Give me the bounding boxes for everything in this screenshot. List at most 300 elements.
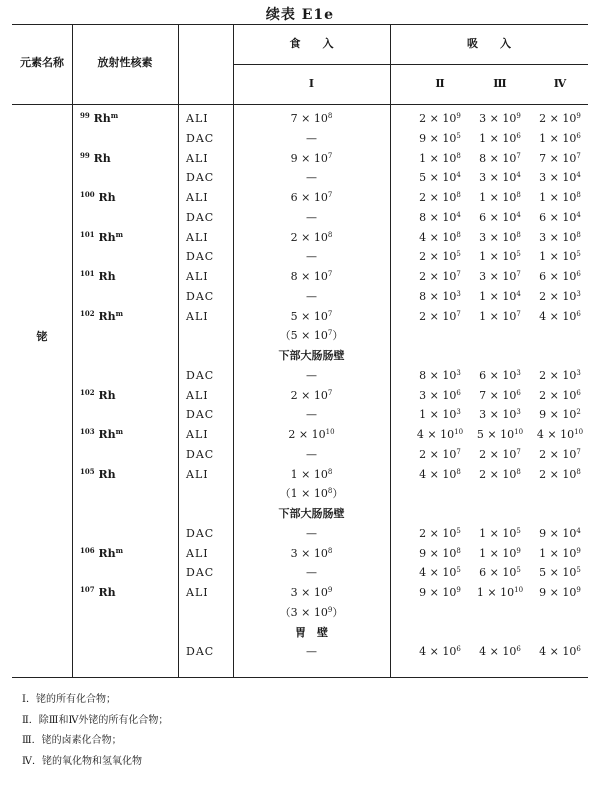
value-cell-ii <box>410 290 470 304</box>
value-exponent: 6 <box>576 645 581 654</box>
limit-type-cell: DAC <box>186 210 215 224</box>
value-mantissa: 2 × 10 <box>419 309 457 323</box>
value-mantissa: 6 × 10 <box>479 368 517 382</box>
mass-number: 102 <box>80 387 95 397</box>
value-cell-ing <box>233 547 390 561</box>
value-cell-iii <box>470 270 530 284</box>
value-exponent: 3 <box>576 289 581 298</box>
value-mantissa: 9 × 10 <box>419 131 457 145</box>
table-bottom-rule <box>12 677 588 678</box>
mass-number: 107 <box>80 585 95 594</box>
nuclide-cell <box>80 389 175 403</box>
limit-type-cell: DAC <box>186 447 215 461</box>
header-ingestion: 食 入 <box>289 37 334 50</box>
value-exponent: 7 <box>327 309 333 318</box>
value-exponent: 7 <box>456 447 461 456</box>
value-mantissa: 2 × 10 <box>290 230 328 244</box>
value-cell-ing <box>233 389 390 403</box>
element-symbol: Rh <box>89 151 111 165</box>
element-symbol: Rh <box>94 428 116 441</box>
value-exponent: 8 <box>456 546 461 555</box>
value-exponent: 8 <box>516 467 521 476</box>
limit-type-cell: DAC <box>186 171 215 185</box>
header-sub-rule <box>233 64 588 65</box>
mass-number: 106 <box>80 545 95 555</box>
value-mantissa: 2 × 10 <box>479 447 517 461</box>
value-exponent: 7 <box>456 309 461 318</box>
limit-type-cell: DAC <box>186 645 215 659</box>
value-exponent: 6 <box>576 131 581 140</box>
value-cell-iii <box>470 408 530 422</box>
value-cell-ii <box>410 448 470 462</box>
value-cell-ii <box>410 231 470 245</box>
limit-type-cell: ALI <box>186 270 209 283</box>
value-mantissa: 4 × 10 <box>479 645 517 659</box>
value-cell-iv <box>530 132 590 146</box>
value-cell-ing <box>233 606 390 620</box>
mass-number: 99 <box>80 150 90 160</box>
value-exponent: 7 <box>516 270 521 278</box>
value-exponent: 5 <box>456 131 461 140</box>
value-cell-iv <box>530 310 590 324</box>
mass-number: 102 <box>80 308 95 318</box>
value-exponent: 8 <box>327 230 333 239</box>
value-mantissa: — <box>306 408 317 422</box>
element-symbol: Rh <box>94 309 116 323</box>
value-exponent: 7 <box>456 270 461 278</box>
metastable-mark: m <box>115 229 124 239</box>
value-mantissa: 2 × 10 <box>419 191 457 204</box>
value-suffix: ） <box>332 605 344 619</box>
value-mantissa: 4 × 10 <box>419 467 457 481</box>
limit-type-cell: ALI <box>186 309 209 323</box>
nuclide-cell <box>80 191 175 205</box>
value-exponent: 5 <box>456 250 461 259</box>
value-exponent: 5 <box>516 526 521 535</box>
value-exponent: 8 <box>327 546 333 555</box>
value-mantissa: 1 × 10 <box>419 151 457 165</box>
value-mantissa: 2 × 10 <box>419 112 457 125</box>
mass-number: 103 <box>80 427 95 436</box>
value-mantissa: 4 × 10 <box>419 645 457 659</box>
limit-type-cell: ALI <box>186 191 209 204</box>
value-exponent: 7 <box>576 151 581 160</box>
element-name: 铑 <box>36 330 48 343</box>
header-col-iv: Ⅳ <box>553 77 567 90</box>
value-exponent: 6 <box>576 309 581 318</box>
metastable-mark: m <box>110 111 119 120</box>
value-mantissa: 1 × 10 <box>539 250 577 264</box>
value-exponent: 4 <box>456 171 461 180</box>
value-cell-ing <box>233 290 390 304</box>
value-mantissa: 8 × 10 <box>479 151 517 165</box>
value-cell-ing <box>233 132 390 146</box>
element-symbol: Rh <box>94 230 116 244</box>
value-mantissa: — <box>306 645 317 659</box>
value-mantissa: 4 × 10 <box>536 428 575 441</box>
value-exponent: 10 <box>325 428 335 436</box>
value-exponent: 5 <box>576 250 581 259</box>
value-suffix: ） <box>332 487 344 501</box>
value-exponent: 5 <box>456 526 461 535</box>
value-mantissa: 2 × 10 <box>539 112 577 125</box>
nuclide-cell <box>80 468 175 482</box>
value-mantissa: 2 × 10 <box>290 388 328 402</box>
value-mantissa: 4 × 10 <box>539 645 577 659</box>
value-cell-iii <box>470 448 530 462</box>
value-exponent: 10 <box>514 586 524 594</box>
value-cell-iii <box>470 389 530 403</box>
value-exponent: 3 <box>516 368 521 377</box>
value-cell-ii <box>410 270 470 284</box>
value-mantissa: — <box>306 131 317 145</box>
value-cell-iv <box>530 547 590 561</box>
value-mantissa: （1 × 10 <box>279 487 328 501</box>
footnote-2: Ⅱ．除Ⅲ和Ⅳ外铑的所有化合物； <box>22 715 169 726</box>
value-exponent: 8 <box>456 230 461 239</box>
value-mantissa: 9 × 10 <box>419 546 457 560</box>
value-cell-iii <box>470 211 530 225</box>
value-cell-iii <box>470 171 530 185</box>
value-cell-iv <box>530 231 590 245</box>
value-cell-ii <box>410 586 470 600</box>
value-cell-ing <box>233 468 390 482</box>
value-mantissa: 1 × 10 <box>479 131 517 145</box>
value-mantissa: 3 × 10 <box>539 171 577 185</box>
value-cell-ing <box>233 428 390 442</box>
value-mantissa: 8 × 10 <box>419 210 457 224</box>
value-mantissa: 9 × 10 <box>539 526 577 540</box>
value-cell-iv <box>530 270 590 284</box>
value-mantissa: 4 × 10 <box>419 230 457 244</box>
nuclide-cell <box>80 231 175 245</box>
value-mantissa: 2 × 10 <box>419 250 457 264</box>
col-divider-1 <box>72 24 73 677</box>
value-exponent: 6 <box>576 388 581 397</box>
value-exponent: 8 <box>576 191 581 199</box>
value-mantissa: 5 × 10 <box>539 566 577 580</box>
value-mantissa: 9 × 10 <box>539 408 577 422</box>
value-cell-ing <box>233 152 390 166</box>
value-exponent: 10 <box>454 428 464 436</box>
value-exponent: 8 <box>516 191 521 199</box>
value-exponent: 8 <box>327 487 333 496</box>
value-cell-iv <box>530 389 590 403</box>
nuclide-cell <box>80 310 175 324</box>
value-cell-ii <box>410 645 470 659</box>
value-cell-ing <box>233 645 390 659</box>
value-cell-iii <box>470 132 530 146</box>
value-cell-iii <box>470 547 530 561</box>
value-exponent: 5 <box>456 566 461 575</box>
value-mantissa: 2 × 10 <box>539 368 577 382</box>
value-cell-iv <box>530 369 590 383</box>
value-exponent: 8 <box>456 191 461 199</box>
value-mantissa: — <box>306 368 317 382</box>
header-bottom-rule <box>12 104 588 105</box>
value-exponent: 8 <box>456 467 461 476</box>
value-exponent: 7 <box>327 151 333 160</box>
value-cell-ing <box>233 408 390 422</box>
header-nuclide: 放射性核素 <box>97 56 153 69</box>
value-exponent: 7 <box>516 151 521 160</box>
value-mantissa: — <box>306 210 317 224</box>
value-mantissa: 7 × 10 <box>290 112 328 125</box>
value-mantissa: 1 × 10 <box>539 131 577 145</box>
col-divider-4 <box>390 24 391 677</box>
value-cell-iv <box>530 586 590 600</box>
value-cell-iii <box>470 250 530 264</box>
value-cell-iv <box>530 448 590 462</box>
value-cell-iii <box>470 369 530 383</box>
value-exponent: 8 <box>516 230 521 239</box>
value-cell-iv <box>530 211 590 225</box>
header-col-i: I <box>308 77 315 90</box>
value-cell-iii <box>470 586 530 600</box>
value-cell-ing <box>233 487 390 501</box>
mass-number: 105 <box>80 466 95 476</box>
value-mantissa: 1 × 10 <box>479 546 517 560</box>
limit-type-cell: ALI <box>186 151 209 165</box>
value-cell-iii <box>470 191 530 205</box>
value-cell-iii <box>470 468 530 482</box>
limit-type-cell: DAC <box>186 408 215 422</box>
value-mantissa: 8 × 10 <box>419 289 457 303</box>
limit-type-cell: ALI <box>186 388 209 402</box>
value-cell-ii <box>410 250 470 264</box>
value-mantissa: — <box>306 250 317 264</box>
header-inhalation: 吸 入 <box>467 37 511 50</box>
value-exponent: 3 <box>456 289 461 298</box>
value-exponent: 6 <box>516 131 521 140</box>
value-cell-iv <box>530 408 590 422</box>
mass-number: 99 <box>80 111 90 120</box>
value-mantissa: 5 × 10 <box>476 428 515 441</box>
mass-number: 100 <box>80 190 95 199</box>
value-cell-ii <box>410 408 470 422</box>
value-cell-ing <box>233 448 390 462</box>
element-symbol: Rh <box>89 112 111 125</box>
value-cell-ing <box>233 527 390 541</box>
value-cell-ii <box>410 566 470 580</box>
element-symbol: Rh <box>94 388 116 402</box>
value-cell-iii <box>470 231 530 245</box>
value-exponent: 3 <box>456 408 461 417</box>
nuclide-cell <box>80 112 175 126</box>
value-mantissa: 6 × 10 <box>290 191 328 204</box>
value-mantissa: 7 × 10 <box>539 151 577 165</box>
value-cell-ing <box>233 369 390 383</box>
value-exponent: 6 <box>516 388 521 397</box>
value-exponent: 7 <box>516 447 521 456</box>
value-cell-iv <box>530 290 590 304</box>
value-exponent: 4 <box>516 171 521 180</box>
footnote-3: Ⅲ．铑的卤素化合物； <box>22 735 122 746</box>
mass-number: 101 <box>80 269 95 278</box>
value-exponent: 7 <box>327 388 333 397</box>
header-element-name: 元素名称 <box>20 56 64 69</box>
value-cell-ii <box>410 389 470 403</box>
element-symbol: Rh <box>94 467 116 481</box>
value-mantissa: 1 × 10 <box>479 309 517 323</box>
nuclide-cell <box>80 428 175 442</box>
value-cell-ing <box>233 270 390 284</box>
value-cell-ing <box>233 586 390 600</box>
value-exponent: 7 <box>327 329 333 338</box>
value-exponent: 4 <box>576 526 581 535</box>
limit-type-cell: DAC <box>186 250 215 264</box>
value-exponent: 7 <box>327 270 333 278</box>
organ-note: 下部大肠肠壁 <box>278 507 345 520</box>
value-exponent: 4 <box>576 171 581 180</box>
nuclide-cell <box>80 270 175 284</box>
value-exponent: 9 <box>327 586 333 594</box>
value-mantissa: 1 × 10 <box>479 526 517 540</box>
value-mantissa: 9 × 10 <box>419 586 457 599</box>
header-col-ii: Ⅱ <box>435 77 445 90</box>
value-cell-ii <box>410 191 470 205</box>
value-mantissa: 1 × 10 <box>419 408 457 422</box>
limit-type-cell: DAC <box>186 289 215 303</box>
value-exponent: 8 <box>327 112 333 120</box>
value-exponent: 9 <box>516 112 521 120</box>
value-exponent: 7 <box>516 309 521 318</box>
value-mantissa: — <box>306 171 317 185</box>
nuclide-cell <box>80 586 175 600</box>
value-exponent: 9 <box>456 112 461 120</box>
value-exponent: 3 <box>576 368 581 377</box>
table-top-rule <box>12 24 588 25</box>
value-exponent: 8 <box>576 230 581 239</box>
value-cell-ii <box>410 152 470 166</box>
value-exponent: 9 <box>576 586 581 594</box>
value-mantissa: 9 × 10 <box>290 151 328 165</box>
value-exponent: 10 <box>514 428 524 436</box>
mass-number: 101 <box>80 229 95 239</box>
value-exponent: 3 <box>516 408 521 417</box>
value-mantissa: 2 × 10 <box>539 388 577 402</box>
value-exponent: 8 <box>576 467 581 476</box>
value-mantissa: （3 × 10 <box>279 605 328 619</box>
value-mantissa: 5 × 10 <box>290 309 328 323</box>
value-mantissa: 2 × 10 <box>419 270 457 283</box>
limit-type-cell: ALI <box>186 546 209 560</box>
value-cell-ii <box>410 310 470 324</box>
value-mantissa: 6 × 10 <box>539 210 577 224</box>
limit-type-cell: ALI <box>186 112 209 125</box>
value-cell-ii <box>410 211 470 225</box>
value-mantissa: — <box>306 566 317 580</box>
nuclide-cell <box>80 152 175 166</box>
limit-type-cell: ALI <box>186 586 209 599</box>
value-mantissa: 1 × 10 <box>479 289 517 303</box>
value-mantissa: 2 × 10 <box>419 526 457 540</box>
value-exponent: 6 <box>576 270 581 278</box>
organ-note: 下部大肠肠壁 <box>278 349 345 362</box>
value-mantissa: — <box>306 526 317 540</box>
value-mantissa: 3 × 10 <box>479 171 517 185</box>
nuclide-cell <box>80 547 175 561</box>
value-exponent: 9 <box>327 605 333 614</box>
value-mantissa: 3 × 10 <box>479 408 517 422</box>
element-symbol: Rh <box>94 191 116 204</box>
value-exponent: 4 <box>456 210 461 219</box>
value-mantissa: 1 × 10 <box>290 467 328 481</box>
value-cell-ing <box>233 310 390 324</box>
value-mantissa: 4 × 10 <box>419 566 457 580</box>
value-mantissa: — <box>306 447 317 461</box>
page-title: 续表 E1e <box>265 7 335 23</box>
value-cell-ii <box>410 468 470 482</box>
value-mantissa: 3 × 10 <box>479 230 517 244</box>
value-exponent: 9 <box>516 546 521 555</box>
value-mantissa: 5 × 10 <box>419 171 457 185</box>
value-cell-iv <box>530 428 590 442</box>
value-mantissa: 2 × 10 <box>419 447 457 461</box>
header-col-iii: Ⅲ <box>493 77 507 90</box>
value-mantissa: — <box>306 289 317 303</box>
value-cell-ing <box>233 566 390 580</box>
value-cell-ii <box>410 132 470 146</box>
value-cell-ing <box>233 112 390 126</box>
limit-type-cell: ALI <box>186 467 209 481</box>
metastable-mark: m <box>115 545 124 555</box>
value-cell-ing <box>233 171 390 185</box>
value-mantissa: （5 × 10 <box>279 329 328 343</box>
value-mantissa: 1 × 10 <box>479 250 517 264</box>
value-mantissa: 3 × 10 <box>290 546 328 560</box>
value-cell-ing <box>233 231 390 245</box>
limit-type-cell: ALI <box>186 230 209 244</box>
value-cell-ing <box>233 191 390 205</box>
value-mantissa: 2 × 10 <box>479 467 517 481</box>
value-cell-iv <box>530 171 590 185</box>
limit-type-cell: ALI <box>186 428 209 441</box>
value-mantissa: 6 × 10 <box>479 566 517 580</box>
value-exponent: 5 <box>516 250 521 259</box>
value-cell-iii <box>470 290 530 304</box>
value-mantissa: 8 × 10 <box>419 368 457 382</box>
limit-type-cell: DAC <box>186 566 215 580</box>
organ-note: 胃 壁 <box>295 625 328 639</box>
value-exponent: 6 <box>456 388 461 397</box>
value-exponent: 5 <box>576 566 581 575</box>
value-cell-ing <box>233 211 390 225</box>
value-mantissa: 2 × 10 <box>539 447 577 461</box>
value-mantissa: 1 × 10 <box>539 546 577 560</box>
value-exponent: 9 <box>576 546 581 555</box>
value-mantissa: 3 × 10 <box>539 230 577 244</box>
element-symbol: Rh <box>94 270 116 283</box>
value-exponent: 4 <box>516 210 521 219</box>
value-exponent: 4 <box>516 289 521 298</box>
limit-type-cell: DAC <box>186 131 215 145</box>
value-cell-ing <box>233 329 390 343</box>
value-mantissa: 6 × 10 <box>479 210 517 224</box>
value-cell-ii <box>410 428 470 442</box>
value-mantissa: 1 × 10 <box>539 191 577 204</box>
value-cell-iii <box>470 566 530 580</box>
value-cell-iv <box>530 152 590 166</box>
value-mantissa: 9 × 10 <box>539 586 577 599</box>
element-symbol: Rh <box>94 586 116 599</box>
value-mantissa: 2 × 10 <box>539 467 577 481</box>
value-cell-iv <box>530 566 590 580</box>
value-exponent: 6 <box>456 645 461 654</box>
metastable-mark: m <box>115 308 124 318</box>
value-exponent: 7 <box>576 447 581 456</box>
value-cell-ii <box>410 547 470 561</box>
